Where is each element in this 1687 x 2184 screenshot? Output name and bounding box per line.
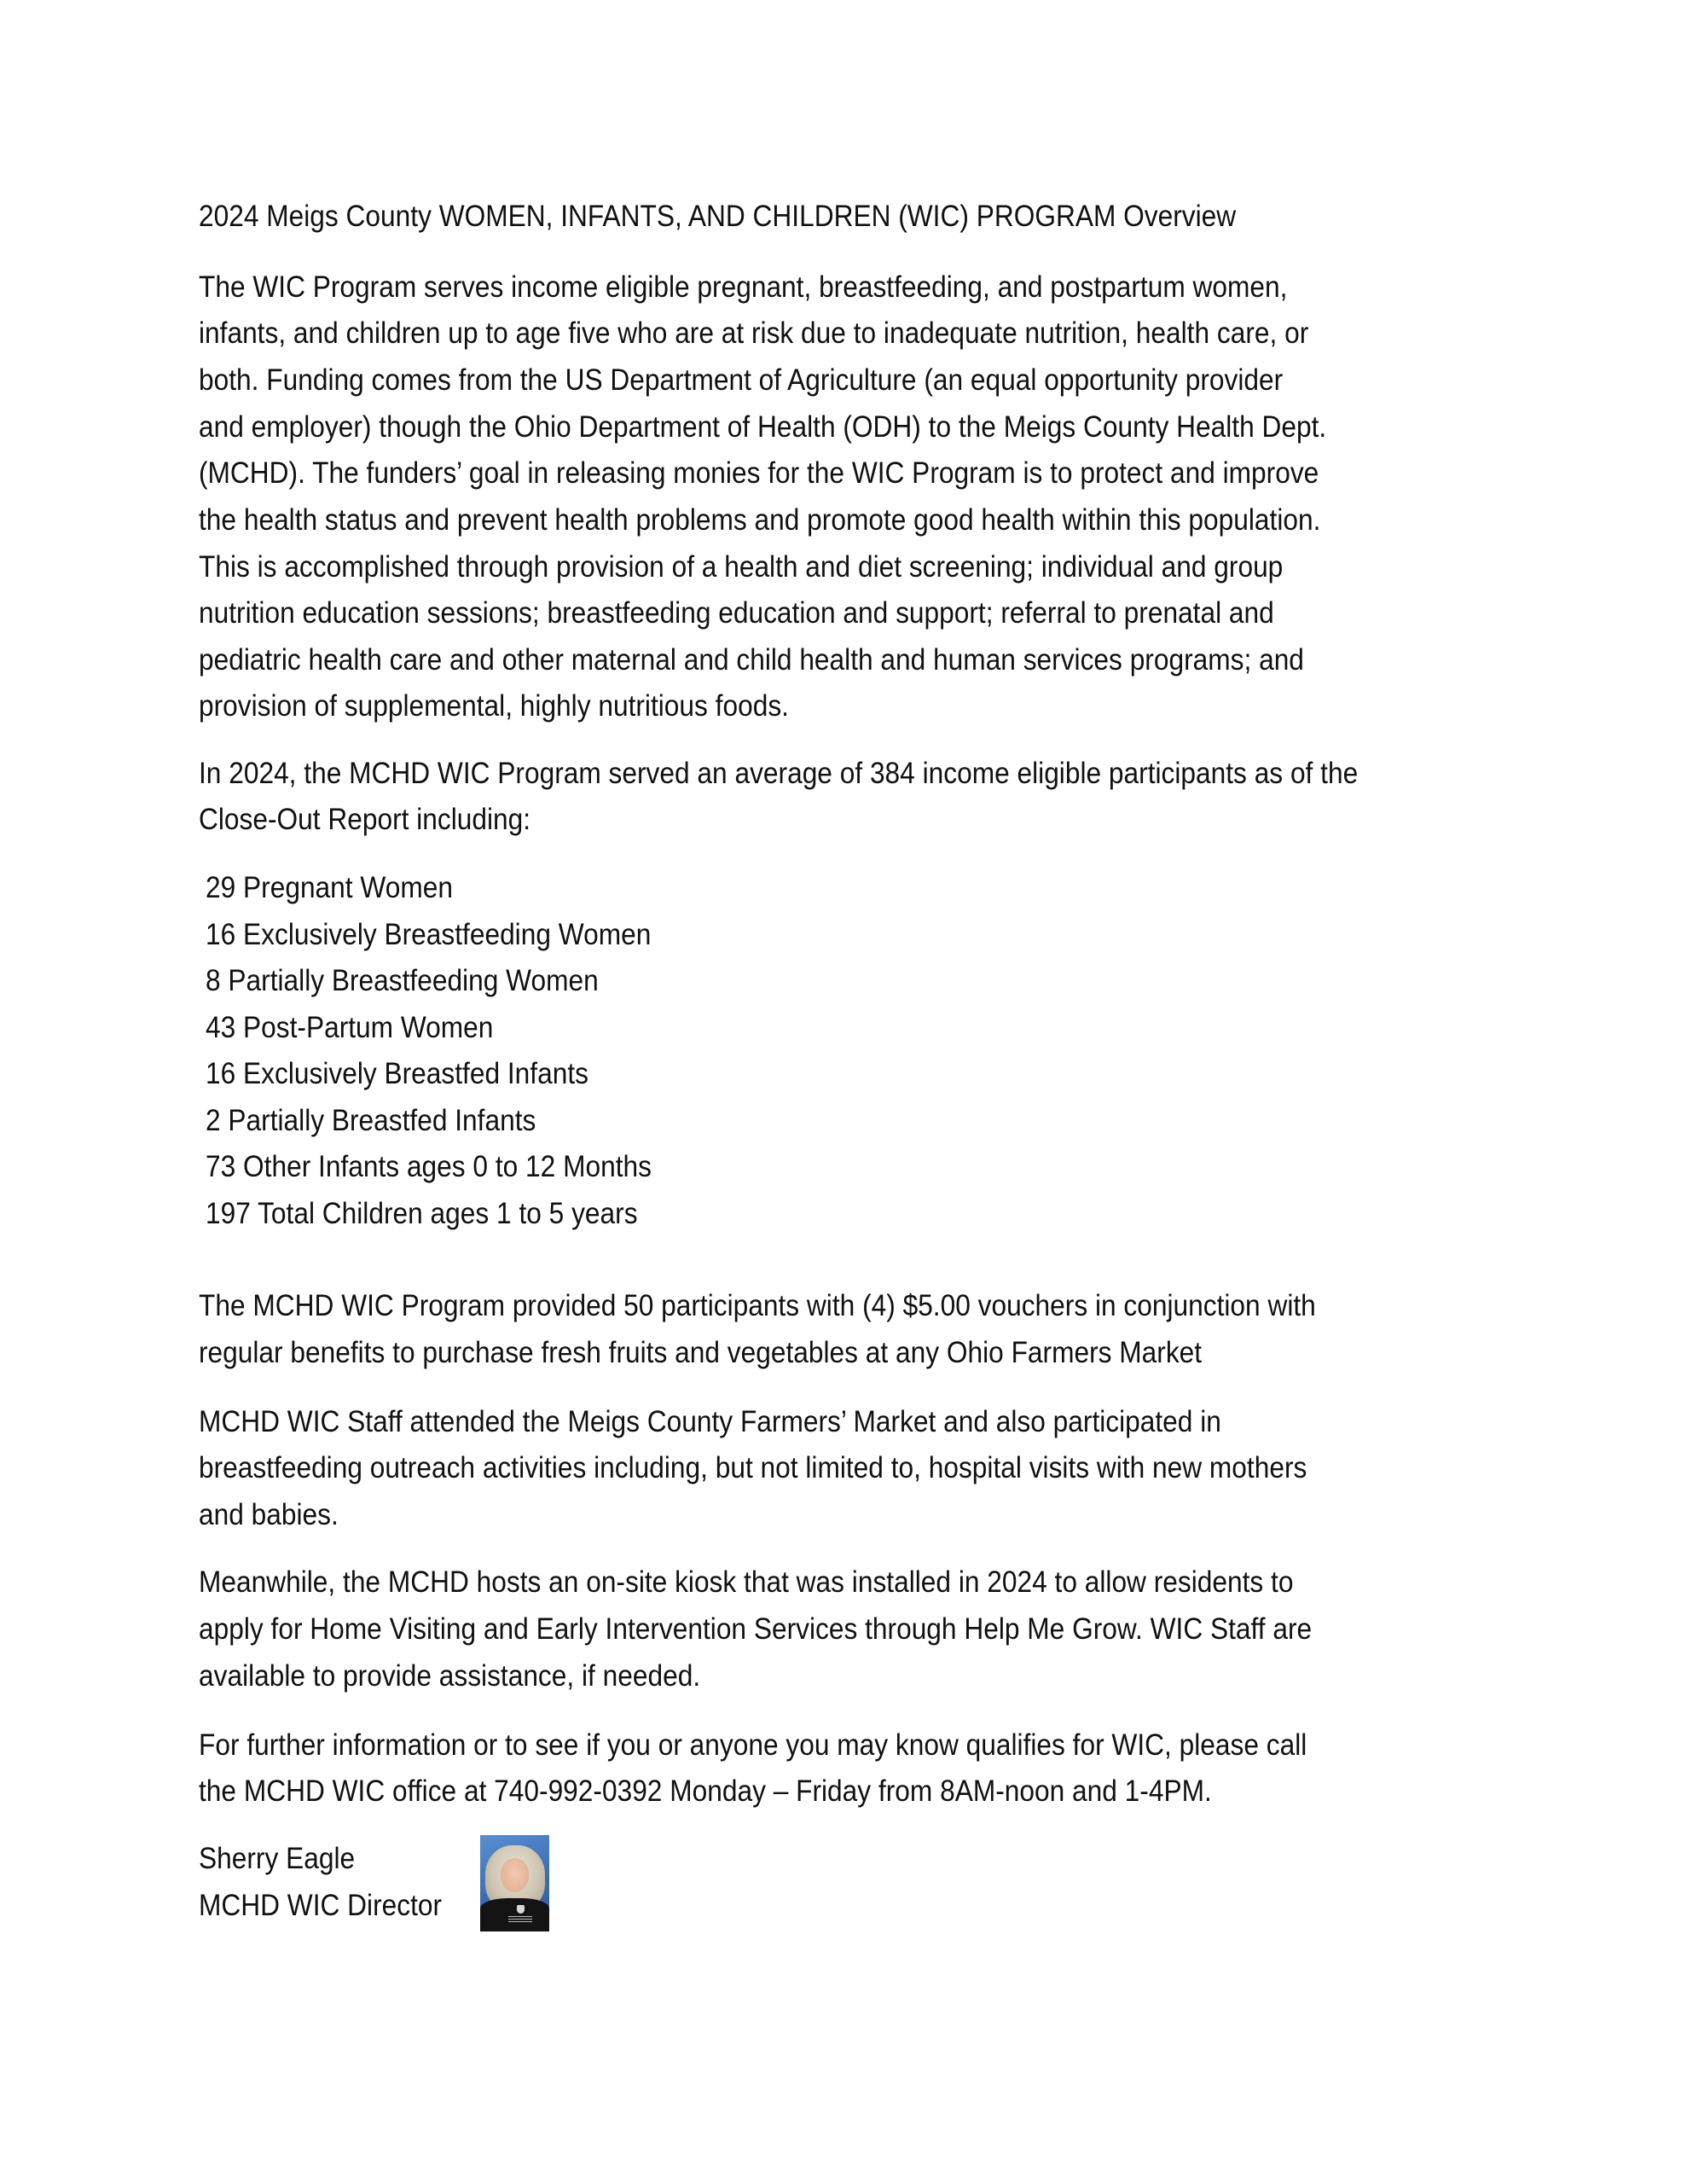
participant-list-item: 43 Post-Partum Women [206,1011,494,1044]
signature-title: MCHD WIC Director [199,1889,443,1922]
shirt-logo-text [508,1916,532,1924]
intro-paragraph-line: and employer) though the Ohio Department of Health (ODH) to the Meigs County Health Dept. [199,410,1327,444]
intro-paragraph-line: infants, and children up to age five who are at risk due to inadequate nutrition, health care, or [199,317,1309,350]
kiosk-paragraph-line: available to provide assistance, if needed. [199,1659,701,1693]
intro-paragraph-line: provision of supplemental, highly nutritious foods. [199,689,789,723]
director-portrait-photo [480,1835,549,1931]
intro-paragraph-line: pediatric health care and other maternal and child health and human services programs; and [199,643,1304,677]
shirt-logo-icon [517,1905,525,1914]
participant-list-item: 197 Total Children ages 1 to 5 years [206,1197,638,1230]
participant-list-item: 29 Pregnant Women [206,871,453,904]
intro-paragraph-line: both. Funding comes from the US Department of Agriculture (an equal opportunity provider [199,363,1284,397]
document-title: 2024 Meigs County WOMEN, INFANTS, AND CHILDREN (WIC) PROGRAM Overview [199,200,1237,233]
participant-list-item: 16 Exclusively Breastfeeding Women [206,918,652,951]
intro-paragraph-line: the health status and prevent health problems and promote good health within this population. [199,503,1321,537]
intro-paragraph-line: The WIC Program serves income eligible pregnant, breastfeeding, and postpartum women, [199,270,1288,304]
contact-paragraph-line: For further information or to see if you or anyone you may know qualifies for WIC, please call [199,1728,1307,1762]
intro-paragraph-line: nutrition education sessions; breastfeeding education and support; referral to prenatal and [199,596,1274,630]
served-paragraph-line: Close-Out Report including: [199,803,531,836]
staff-paragraph-line: MCHD WIC Staff attended the Meigs County Farmers’ Market and also participated in [199,1405,1221,1438]
staff-paragraph-line: and babies. [199,1498,339,1531]
staff-paragraph-line: breastfeeding outreach activities including, but not limited to, hospital visits with new mothers [199,1451,1307,1484]
kiosk-paragraph-line: apply for Home Visiting and Early Intervention Services through Help Me Grow. WIC Staff are [199,1612,1313,1646]
signature-name: Sherry Eagle [199,1842,356,1875]
vouchers-paragraph-line: regular benefits to purchase fresh fruits and vegetables at any Ohio Farmers Market [199,1336,1203,1369]
intro-paragraph-line: This is accomplished through provision of a health and diet screening; individual and group [199,550,1284,584]
participant-list-item: 16 Exclusively Breastfed Infants [206,1057,588,1090]
served-paragraph-line: In 2024, the MCHD WIC Program served an average of 384 income eligible participants as of the [199,757,1359,790]
contact-paragraph-line: the MCHD WIC office at 740-992-0392 Monday – Friday from 8AM-noon and 1-4PM. [199,1774,1212,1808]
participant-list-item: 73 Other Infants ages 0 to 12 Months [206,1150,652,1183]
participant-list-item: 8 Partially Breastfeeding Women [206,964,599,997]
vouchers-paragraph-line: The MCHD WIC Program provided 50 participants with (4) $5.00 vouchers in conjunction with [199,1289,1316,1322]
portrait-face [501,1858,529,1892]
intro-paragraph-line: (MCHD). The funders’ goal in releasing monies for the WIC Program is to protect and improve [199,456,1319,490]
participant-list-item: 2 Partially Breastfed Infants [206,1104,536,1137]
portrait-shirt [480,1898,549,1931]
kiosk-paragraph-line: Meanwhile, the MCHD hosts an on-site kiosk that was installed in 2024 to allow residents to [199,1565,1294,1599]
